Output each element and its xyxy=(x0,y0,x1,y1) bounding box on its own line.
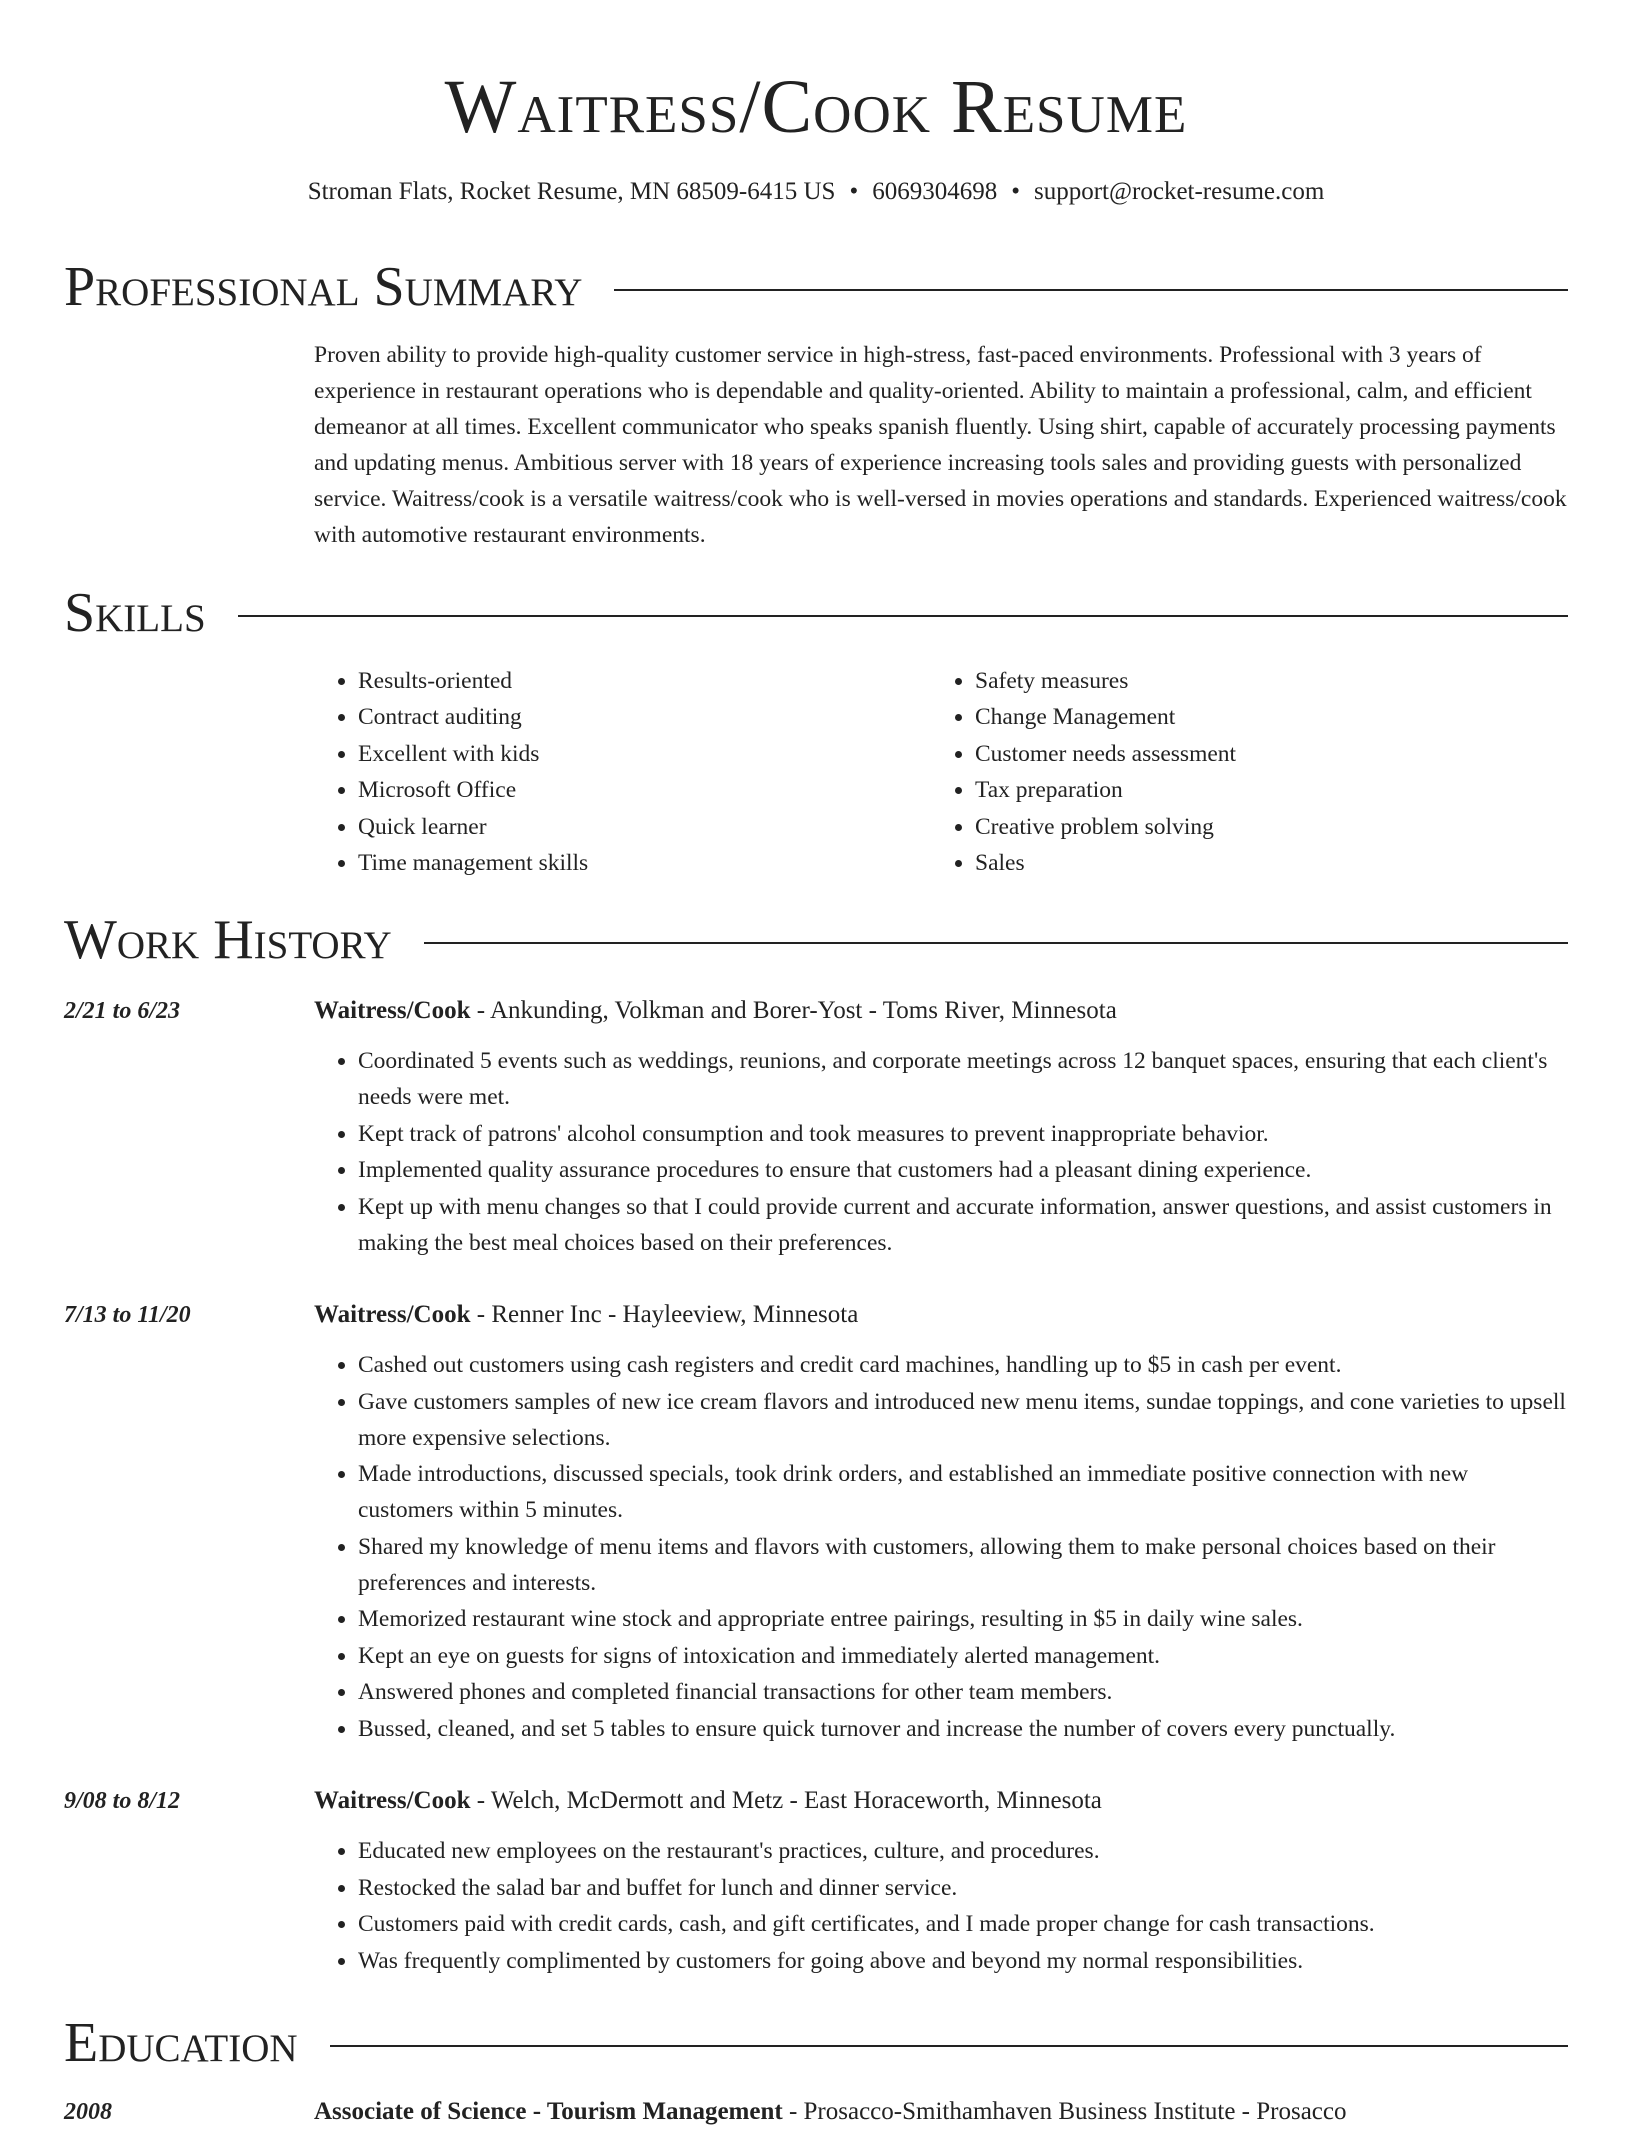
job-dates: 7/13 to 11/20 xyxy=(64,1302,191,1328)
skill-item: • Customer needs assessment xyxy=(975,736,1548,772)
contact-email: support@rocket-resume.com xyxy=(1034,178,1325,205)
skills-column-left xyxy=(314,663,931,881)
skills-list xyxy=(314,663,1568,881)
job-details: - Welch, McDermott and Metz - East Horaceworth, Minnesota xyxy=(470,1787,1102,1814)
skill-item: • Quick learner xyxy=(358,809,931,845)
job-bullet: • Restocked the salad bar and buffet for lunch and dinner service. xyxy=(358,1870,1568,1906)
job-bullets xyxy=(314,1347,1568,1747)
skill-item: • Creative problem solving xyxy=(975,809,1548,845)
section-header-summary xyxy=(64,252,1568,322)
job-heading xyxy=(314,1297,1568,1333)
job-bullet: • Kept track of patrons' alcohol consumption and took measures to prevent inappropriate behavior. xyxy=(358,1116,1568,1152)
section-header-skills xyxy=(64,578,1568,648)
contact-phone: 6069304698 xyxy=(872,178,998,205)
job-bullet: • Kept an eye on guests for signs of intoxication and immediately alerted management. xyxy=(358,1638,1568,1674)
contact-line xyxy=(0,174,1632,210)
skill-item: • Excellent with kids xyxy=(358,736,931,772)
job-bullet: • Answered phones and completed financial transactions for other team members. xyxy=(358,1674,1568,1710)
contact-address: Stroman Flats, Rocket Resume, MN 68509-6415 US xyxy=(307,178,836,205)
job-dates: 9/08 to 8/12 xyxy=(64,1788,181,1814)
section-divider xyxy=(330,2045,1568,2047)
resume-title: Waitress/Cook Resume xyxy=(444,65,1188,149)
summary-text: Proven ability to provide high-quality customer service in high-stress, fast-paced environments. Professional with 3 years of experience in restaurant operations who is dependable and quality-oriented. Ability to maintain a professional, calm, and efficient demeanor at all times. Excellent communicator who speaks spanish fluently. Using shirt, capable of accurately processing payments and updating menus. Ambitious server with 18 years of experience increasing tools sales and providing guests with personalized service. Waitress/cook is a versatile waitress/cook who is well-versed in movies operations and standards. Experienced waitress/cook with automotive restaurant environments. xyxy=(314,342,1567,548)
skill-item: • Change Management xyxy=(975,699,1548,735)
skill-item: • Sales xyxy=(975,845,1548,881)
section-header-education xyxy=(64,2008,1568,2078)
job-bullets xyxy=(314,1833,1568,1979)
job-heading xyxy=(314,1783,1568,1819)
education-heading xyxy=(314,2094,1347,2130)
section-title-education: Education xyxy=(64,2012,298,2074)
section-title-work: Work History xyxy=(64,909,392,971)
job-dates: 2/21 to 6/23 xyxy=(64,998,181,1024)
skill-item: • Safety measures xyxy=(975,663,1548,699)
job-bullet: • Was frequently complimented by customers for going above and beyond my normal responsibilities. xyxy=(358,1943,1568,1979)
skill-item: • Time management skills xyxy=(358,845,931,881)
education-year: 2008 xyxy=(64,2099,112,2125)
education-entry xyxy=(64,2094,1568,2134)
skill-item: • Results-oriented xyxy=(358,663,931,699)
job-heading xyxy=(314,993,1568,1029)
contact-separator: • xyxy=(849,178,859,205)
job-bullet: • Educated new employees on the restaurant's practices, culture, and procedures. xyxy=(358,1833,1568,1869)
skills-column-right xyxy=(931,663,1548,881)
job-bullets xyxy=(314,1043,1568,1261)
skill-item: • Microsoft Office xyxy=(358,772,931,808)
job-bullet: • Customers paid with credit cards, cash, and gift certificates, and I made proper change for cash transactions. xyxy=(358,1906,1568,1942)
job-role: Waitress/Cook xyxy=(314,1301,471,1328)
section-header-work xyxy=(64,905,1568,975)
education-details: - Prosacco-Smithamhaven Business Institute - Prosacco xyxy=(782,2098,1347,2125)
education-degree: Associate of Science - Tourism Management xyxy=(314,2098,783,2125)
job-bullet: • Coordinated 5 events such as weddings, reunions, and corporate meetings across 12 banquet spaces, ensuring that each client's needs were met. xyxy=(358,1043,1568,1115)
skill-item: • Contract auditing xyxy=(358,699,931,735)
job-bullet: • Kept up with menu changes so that I could provide current and accurate information, answer questions, and assist customers in making the best meal choices based on their preferences. xyxy=(358,1189,1568,1261)
section-title-skills: Skills xyxy=(64,582,206,644)
job-bullet: • Made introductions, discussed specials, took drink orders, and established an immediate positive connection with new customers within 5 minutes. xyxy=(358,1456,1568,1528)
job-bullet: • Memorized restaurant wine stock and appropriate entree pairings, resulting in $5 in daily wine sales. xyxy=(358,1601,1568,1637)
job-bullet: • Cashed out customers using cash registers and credit card machines, handling up to $5 in cash per event. xyxy=(358,1347,1568,1383)
section-title-summary: Professional Summary xyxy=(64,256,583,318)
job-role: Waitress/Cook xyxy=(314,997,471,1024)
section-divider xyxy=(424,942,1568,944)
section-divider xyxy=(238,615,1568,617)
job-bullet: • Shared my knowledge of menu items and flavors with customers, allowing them to make personal choices based on their preferences and interests. xyxy=(358,1529,1568,1601)
skill-item: • Tax preparation xyxy=(975,772,1548,808)
job-details: - Renner Inc - Hayleeview, Minnesota xyxy=(470,1301,859,1328)
job-bullet: • Implemented quality assurance procedures to ensure that customers had a pleasant dining experience. xyxy=(358,1152,1568,1188)
job-details: - Ankunding, Volkman and Borer-Yost - Toms River, Minnesota xyxy=(470,997,1117,1024)
job-bullet: • Gave customers samples of new ice cream flavors and introduced new menu items, sundae toppings, and cone varieties to upsell more expensive selections. xyxy=(358,1384,1568,1456)
contact-separator: • xyxy=(1011,178,1020,205)
job-role: Waitress/Cook xyxy=(314,1787,471,1814)
job-bullet: • Bussed, cleaned, and set 5 tables to ensure quick turnover and increase the number of covers every punctually. xyxy=(358,1711,1568,1747)
section-divider xyxy=(614,289,1568,291)
